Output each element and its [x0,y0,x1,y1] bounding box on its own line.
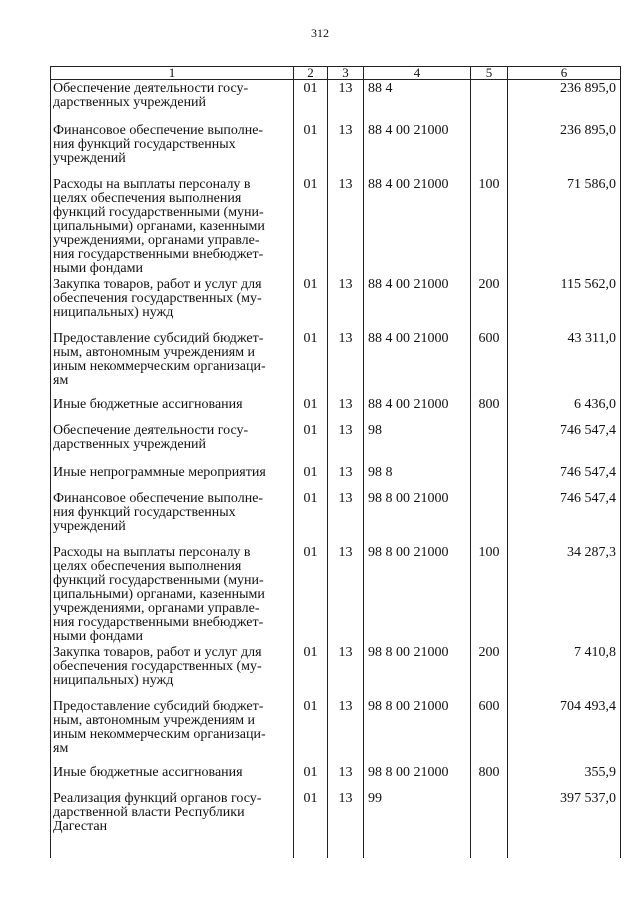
row-name-line: Закупка товаров, работ и услуг для [53,645,262,660]
row-name-line: Реализация функций органов госу- [53,791,262,806]
row-name [51,490,294,544]
row-subsection: 13 [328,790,364,858]
row-name-line: ния государственными внебюджет- [53,247,264,262]
row-subsection: 13 [328,698,364,764]
row-name-line: учреждений [53,519,126,534]
row-amount: 704 493,4 [508,698,621,764]
row-name-line: Обеспечение деятельности госу- [53,423,249,438]
row-name-line: учреждениями, органами управле- [53,233,260,248]
header-row [51,67,621,80]
row-name-line: ниципальных) нужд [53,673,174,688]
row-name-line: обеспечения государственных (му- [53,659,262,674]
row-amount: 71 586,0 [508,176,621,276]
row-section: 01 [294,544,328,644]
table-row [51,764,621,790]
table-row [51,80,621,123]
column-header-3: 3 [328,67,364,80]
row-subsection: 13 [328,490,364,544]
table-row [51,490,621,544]
row-amount: 355,9 [508,764,621,790]
row-expense-type [471,422,508,464]
row-name-line: функций государственными (муни- [53,205,264,220]
column-header-4: 4 [364,67,471,80]
table-row [51,464,621,490]
row-name [51,698,294,764]
row-section: 01 [294,644,328,698]
row-name-line: ципальными) органами, казенными [53,219,265,234]
row-name-line: ния функций государственных [53,137,236,152]
row-section: 01 [294,464,328,490]
row-target-article: 98 8 00 21000 [364,544,471,644]
row-amount: 115 562,0 [508,276,621,330]
row-name-line: учреждениями, органами управле- [53,601,260,616]
row-name [51,122,294,176]
row-name-line: целях обеспечения выполнения [53,191,242,206]
row-name [51,422,294,464]
row-name-line: Иные бюджетные ассигнования [53,397,243,412]
column-header-1: 1 [51,67,294,80]
row-name [51,464,294,490]
row-section: 01 [294,176,328,276]
row-subsection: 13 [328,330,364,396]
row-subsection: 13 [328,276,364,330]
row-name-line: ципальными) органами, казенными [53,587,265,602]
row-name-line: иным некоммерческим организаци- [53,359,266,374]
row-target-article: 88 4 [364,80,471,123]
column-header-6: 6 [508,67,621,80]
row-target-article: 88 4 00 21000 [364,396,471,422]
row-expense-type: 600 [471,698,508,764]
row-section: 01 [294,330,328,396]
row-target-article: 88 4 00 21000 [364,176,471,276]
table-row [51,644,621,698]
row-expense-type: 600 [471,330,508,396]
row-name-line: Иные непрограммные мероприятия [53,465,266,480]
row-subsection: 13 [328,544,364,644]
row-name-line: ния государственными внебюджет- [53,615,264,630]
row-subsection: 13 [328,122,364,176]
row-target-article: 98 8 00 21000 [364,764,471,790]
row-expense-type: 200 [471,644,508,698]
table-row [51,396,621,422]
row-name [51,644,294,698]
row-name-line: Предоставление субсидий бюджет- [53,699,264,714]
row-expense-type [471,122,508,176]
row-section: 01 [294,698,328,764]
column-header-5: 5 [471,67,508,80]
row-expense-type: 800 [471,764,508,790]
row-name [51,276,294,330]
row-amount: 236 895,0 [508,122,621,176]
row-target-article: 98 [364,422,471,464]
row-section: 01 [294,764,328,790]
row-name-line: иным некоммерческим организаци- [53,727,266,742]
table-row [51,176,621,276]
row-expense-type [471,464,508,490]
row-amount: 6 436,0 [508,396,621,422]
row-name [51,764,294,790]
table-row [51,544,621,644]
row-amount: 43 311,0 [508,330,621,396]
table-row [51,276,621,330]
row-subsection: 13 [328,644,364,698]
row-expense-type [471,790,508,858]
row-amount: 7 410,8 [508,644,621,698]
row-section: 01 [294,122,328,176]
row-expense-type: 100 [471,544,508,644]
row-name-line: дарственной власти Республики [53,805,245,820]
table-row [51,790,621,858]
row-name-line: ям [53,741,69,756]
column-header-2: 2 [294,67,328,80]
row-name-line: Финансовое обеспечение выполне- [53,123,264,138]
table-row [51,330,621,396]
row-name-line: Предоставление субсидий бюджет- [53,331,264,346]
row-name-line: обеспечения государственных (му- [53,291,262,306]
table-row [51,122,621,176]
row-expense-type: 800 [471,396,508,422]
row-name-line: Расходы на выплаты персоналу в [53,177,251,192]
row-name-line: функций государственными (муни- [53,573,264,588]
row-subsection: 13 [328,80,364,123]
row-amount: 236 895,0 [508,80,621,123]
row-target-article: 88 4 00 21000 [364,330,471,396]
row-target-article: 98 8 00 21000 [364,490,471,544]
row-target-article: 99 [364,790,471,858]
row-name-line: ниципальных) нужд [53,305,174,320]
row-subsection: 13 [328,422,364,464]
row-section: 01 [294,790,328,858]
row-name-line: дарственных учреждений [53,95,207,110]
budget-table [50,66,621,858]
row-amount: 746 547,4 [508,422,621,464]
row-section: 01 [294,276,328,330]
row-amount: 397 537,0 [508,790,621,858]
row-section: 01 [294,80,328,123]
row-name-line: учреждений [53,151,126,166]
row-name [51,330,294,396]
row-expense-type [471,490,508,544]
page-number: 312 [311,26,329,40]
row-amount: 34 287,3 [508,544,621,644]
row-subsection: 13 [328,464,364,490]
row-target-article: 98 8 [364,464,471,490]
row-name-line: целях обеспечения выполнения [53,559,242,574]
row-name-line: ными фондами [53,629,144,644]
row-expense-type: 200 [471,276,508,330]
row-subsection: 13 [328,396,364,422]
table-row [51,422,621,464]
row-name-line: ния функций государственных [53,505,236,520]
row-amount: 746 547,4 [508,490,621,544]
row-target-article: 98 8 00 21000 [364,644,471,698]
row-subsection: 13 [328,176,364,276]
row-expense-type [471,80,508,123]
row-name-line: дарственных учреждений [53,437,207,452]
row-name-line: ным, автономным учреждениям и [53,345,256,360]
row-name-line: Обеспечение деятельности госу- [53,81,249,96]
row-section: 01 [294,396,328,422]
row-name-line: Закупка товаров, работ и услуг для [53,277,262,292]
row-target-article: 98 8 00 21000 [364,698,471,764]
row-name [51,544,294,644]
row-section: 01 [294,422,328,464]
row-amount: 746 547,4 [508,464,621,490]
row-name [51,80,294,123]
row-name-line: ными фондами [53,261,144,276]
row-name [51,396,294,422]
row-name [51,176,294,276]
row-target-article: 88 4 00 21000 [364,276,471,330]
table-row [51,698,621,764]
row-name-line: Иные бюджетные ассигнования [53,765,243,780]
row-name-line: Дагестан [53,819,108,834]
row-name-line: Расходы на выплаты персоналу в [53,545,251,560]
row-name-line: ным, автономным учреждениям и [53,713,256,728]
row-section: 01 [294,490,328,544]
row-expense-type: 100 [471,176,508,276]
row-name [51,790,294,858]
row-name-line: ям [53,373,69,388]
row-name-line: Финансовое обеспечение выполне- [53,491,264,506]
row-target-article: 88 4 00 21000 [364,122,471,176]
row-subsection: 13 [328,764,364,790]
